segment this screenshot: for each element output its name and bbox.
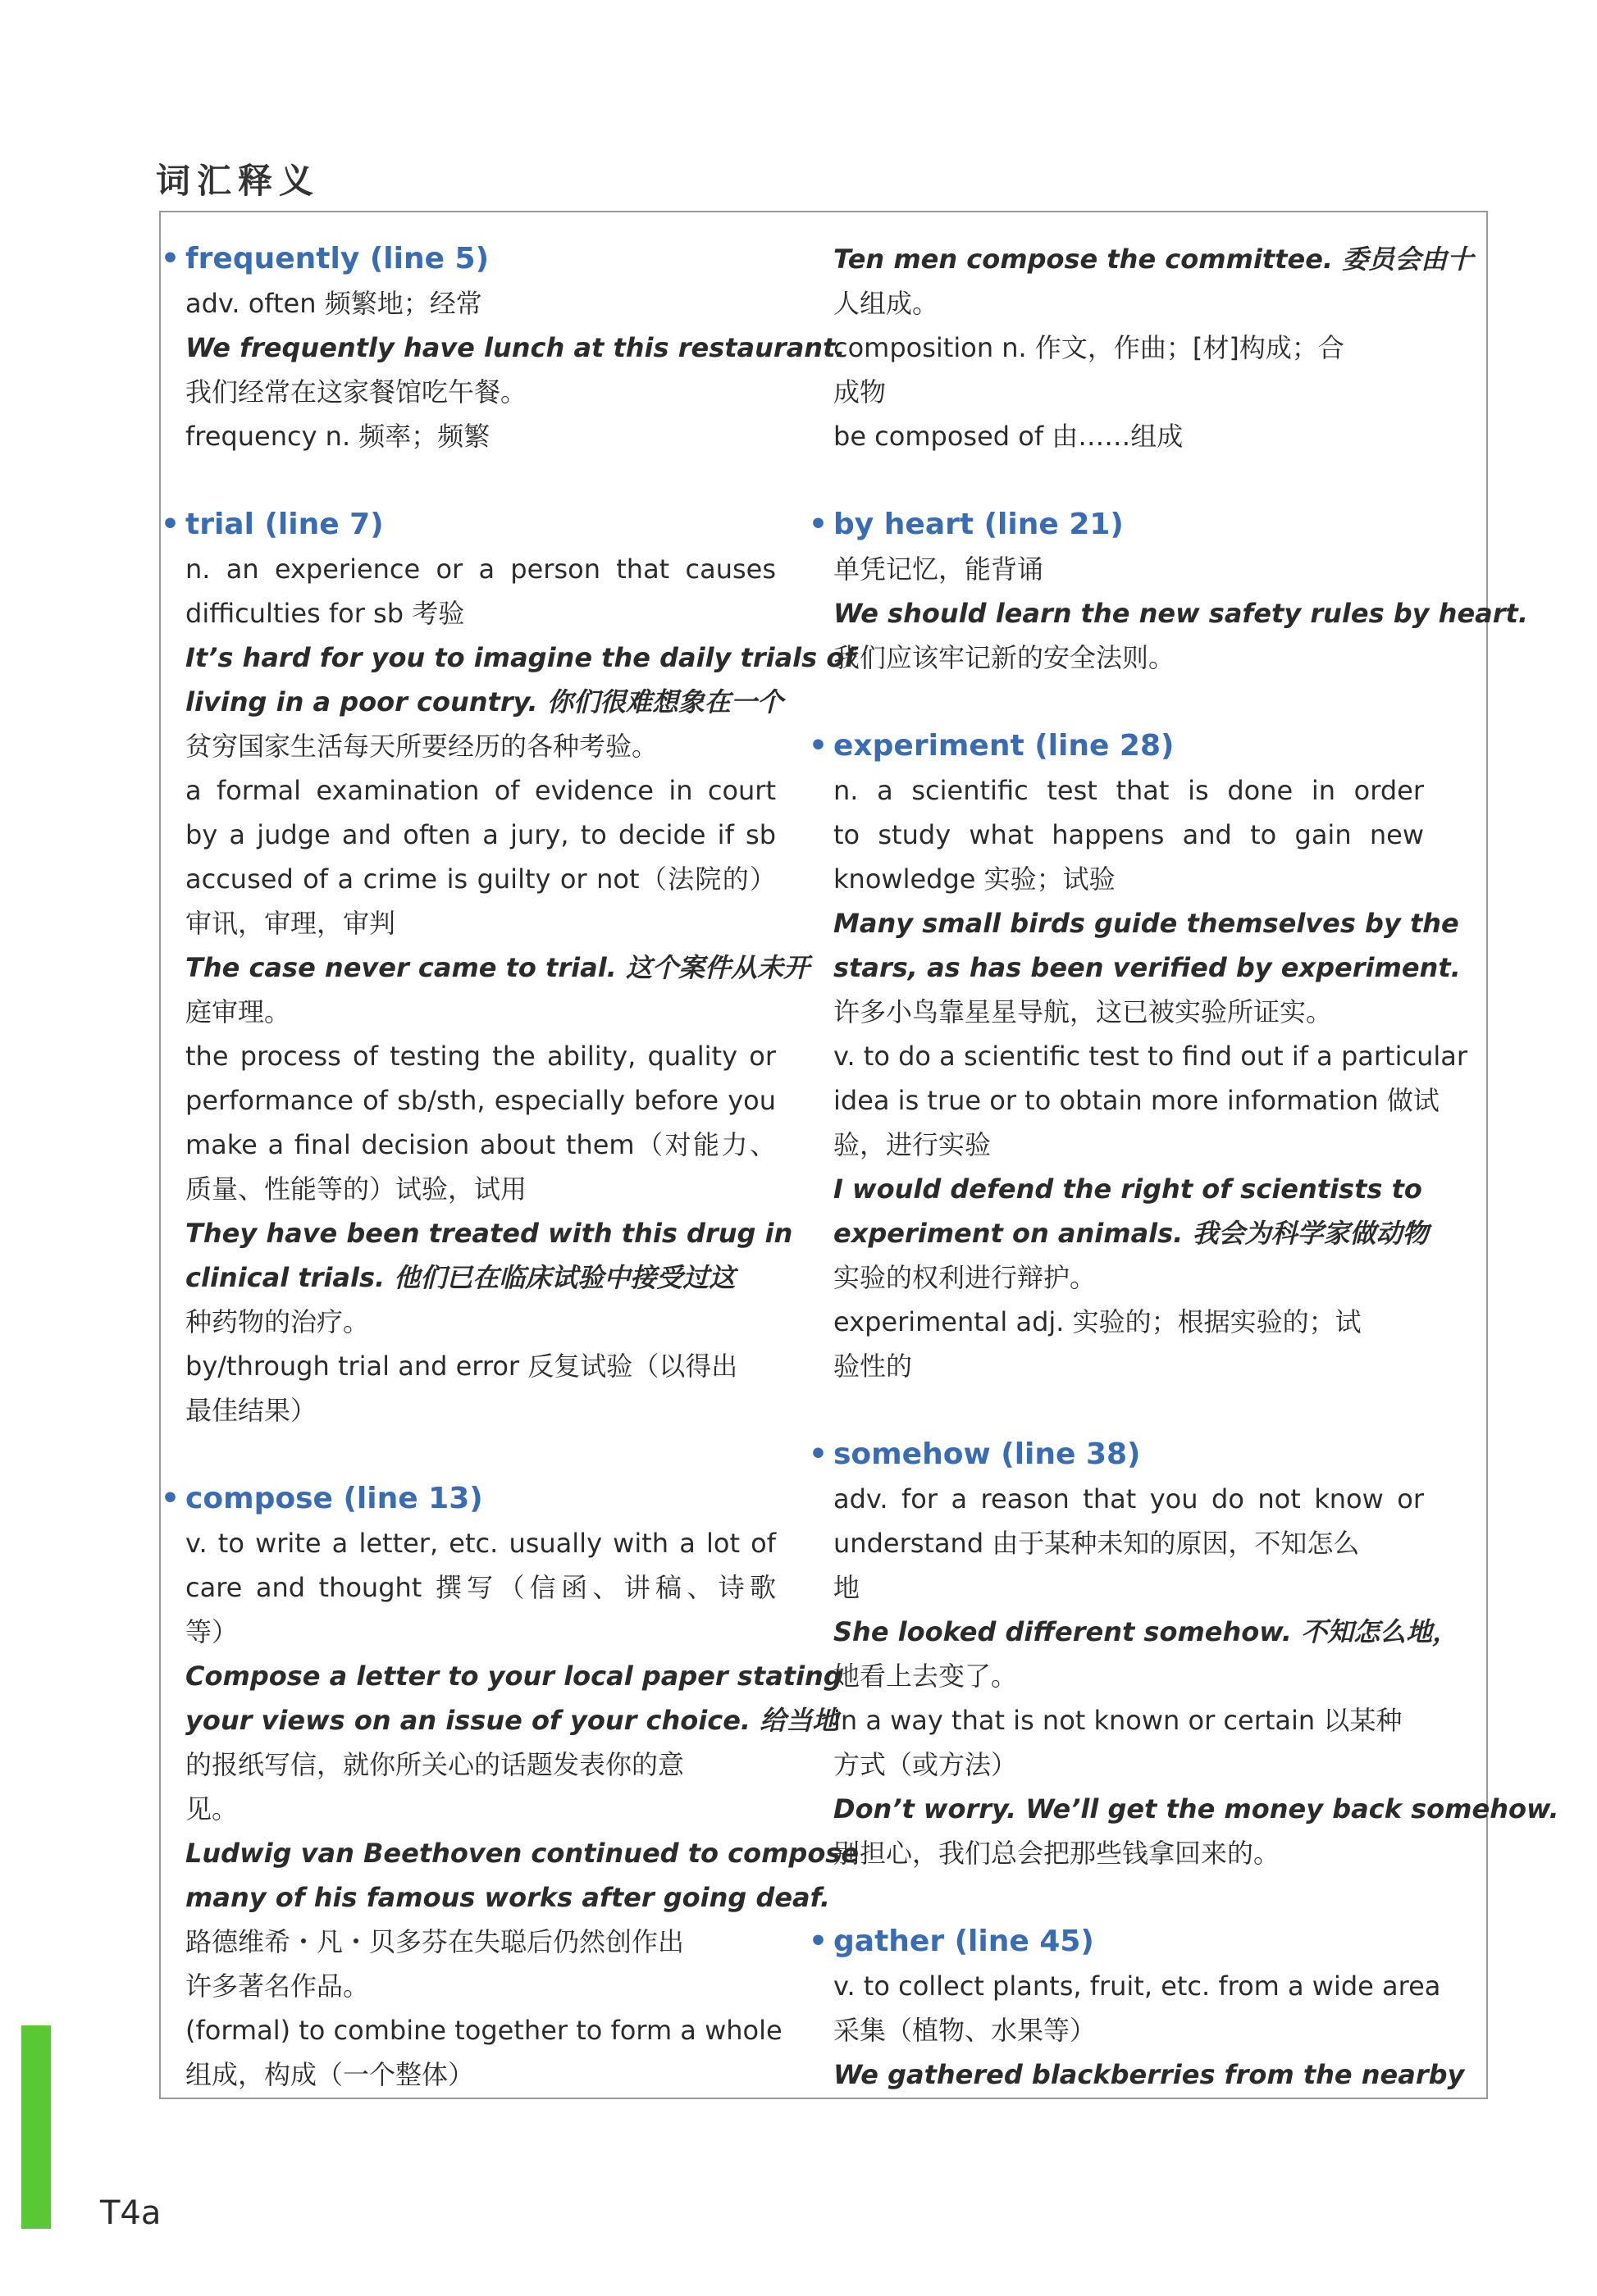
translation-line: 地: [833, 1572, 860, 1603]
translation-line: 许多著名作品。: [185, 1970, 370, 2002]
definition-line: a formal examination of evidence in court: [185, 775, 776, 806]
headword-experiment: • experiment (line 28): [809, 724, 1424, 768]
example-sentence: We should learn the new safety rules by heart.: [833, 598, 1528, 629]
example-sentence: experiment on animals. 我会为科学家做动物: [833, 1218, 1429, 1249]
definition-line: v. to write a letter, etc. usually with a lot of: [185, 1528, 776, 1559]
phrase-line: be composed of 由……组成: [833, 421, 1184, 452]
headword-by-heart: • by heart (line 21): [809, 503, 1424, 547]
example-sentence: living in a poor country. 你们很难想象在一个: [185, 686, 783, 718]
example-sentence: your views on an issue of your choice. 给当地: [185, 1705, 839, 1736]
example-sentence: It’s hard for you to imagine the daily trials of: [185, 642, 856, 673]
definition-line: adv. for a reason that you do not know or: [833, 1483, 1424, 1515]
example-sentence: clinical trials. 他们已在临床试验中接受过这: [185, 1262, 736, 1293]
entry-compose: [161, 1477, 860, 2097]
bullet-icon: •: [809, 1925, 828, 1958]
definition-line: difficulties for sb 考验: [185, 598, 465, 629]
entry-gather: [809, 1920, 1465, 2097]
related-word: composition n. 作文，作曲；[材]构成；合: [833, 332, 1344, 363]
definition-line: n. a scientific test that is done in order: [833, 775, 1424, 806]
translation-line: 见。: [185, 1793, 239, 1824]
translation-line: 她看上去变了。: [833, 1660, 1018, 1692]
bullet-icon: •: [161, 242, 180, 276]
definition-line: in a way that is not known or certain 以某种: [833, 1705, 1403, 1736]
translation-line: 采集（植物、水果等）: [833, 2015, 1097, 2046]
translation-line: 成物: [833, 376, 887, 408]
bullet-icon: •: [809, 508, 828, 541]
entry-compose-continued: [833, 237, 1474, 458]
translation-line: 最佳结果）: [185, 1395, 317, 1426]
definition-line: (formal) to combine together to form a whole: [185, 2015, 783, 2046]
definition-line: the process of testing the ability, quality or: [185, 1041, 776, 1072]
definition-line: v. to do a scientific test to find out if a particular: [833, 1041, 1467, 1072]
definition-line: 单凭记忆，能背诵: [833, 554, 1044, 585]
phrase-line: by/through trial and error 反复试验（以得出: [185, 1351, 738, 1382]
entry-frequently: [161, 237, 846, 458]
translation-line: 我们应该牢记新的安全法则。: [833, 642, 1175, 673]
example-sentence: Don’t worry. We’ll get the money back somehow.: [833, 1793, 1559, 1824]
definition-line: knowledge 实验；试验: [833, 863, 1116, 895]
headword-somehow: • somehow (line 38): [809, 1433, 1424, 1477]
definition-line: care and thought 撰写（信函、讲稿、诗歌: [185, 1572, 776, 1603]
translation-line: 等）: [185, 1616, 239, 1647]
right-column: [809, 237, 1559, 2141]
bullet-icon: •: [809, 1437, 828, 1471]
translation-line: 我们经常在这家餐馆吃午餐。: [185, 376, 527, 408]
translation-line: 人组成。: [833, 288, 939, 319]
translation-line: 实验的权利进行辩护。: [833, 1262, 1097, 1293]
page-heading: 词汇释义: [156, 161, 321, 201]
example-sentence: many of his famous works after going deaf.: [185, 1882, 830, 1913]
entry-experiment: [809, 724, 1467, 1388]
example-sentence: They have been treated with this drug in: [185, 1218, 793, 1249]
definition-line: adv. often 频繁地；经常: [185, 288, 482, 319]
example-sentence: We frequently have lunch at this restaurant.: [185, 332, 846, 363]
translation-line: 庭审理。: [185, 996, 291, 1027]
related-word: experimental adj. 实验的；根据实验的；试: [833, 1306, 1362, 1337]
vocabulary-box: [159, 211, 1559, 2099]
definition-line: idea is true or to obtain more information 做试: [833, 1085, 1440, 1116]
translation-line: 路德维希・凡・贝多芬在失聪后仍然创作出: [185, 1926, 685, 1957]
translation-line: 审讯，审理，审判: [185, 908, 396, 939]
example-sentence: I would defend the right of scientists to: [833, 1173, 1422, 1205]
definition-line: performance of sb/sth, especially before you: [185, 1085, 776, 1116]
translation-line: 许多小鸟靠星星导航，这已被实验所证实。: [833, 996, 1333, 1027]
translation-line: 别担心，我们总会把那些钱拿回来的。: [833, 1838, 1280, 1869]
bullet-icon: •: [161, 1482, 180, 1515]
definition-line: accused of a crime is guilty or not（法院的）: [185, 863, 776, 895]
example-sentence: Compose a letter to your local paper stating: [185, 1660, 842, 1692]
page-number: T4a: [100, 2194, 162, 2232]
entry-by-heart: [809, 503, 1528, 680]
translation-line: 贫穷国家生活每天所要经历的各种考验。: [185, 731, 659, 762]
definition-line: make a final decision about them（对能力、: [185, 1129, 776, 1160]
headword-compose: • compose (line 13): [161, 1477, 776, 1521]
headword-frequently: • frequently (line 5): [161, 237, 776, 281]
headword-trial: • trial (line 7): [161, 503, 776, 547]
related-word: frequency n. 频率；频繁: [185, 421, 491, 452]
side-color-bar: [21, 2025, 51, 2229]
definition-line: n. an experience or a person that causes: [185, 554, 776, 585]
translation-line: 方式（或方法）: [833, 1749, 1018, 1780]
translation-line: 质量、性能等的）试验，试用: [185, 1173, 527, 1205]
definition-line: v. to collect plants, fruit, etc. from a wide area: [833, 1970, 1441, 2002]
definition-line: by a judge and often a jury, to decide if sb: [185, 819, 776, 850]
example-sentence: Ludwig van Beethoven continued to compose: [185, 1838, 860, 1869]
bullet-icon: •: [809, 729, 828, 763]
example-sentence: Many small birds guide themselves by the: [833, 908, 1459, 939]
definition-line: understand 由于某种未知的原因，不知怎么: [833, 1528, 1360, 1559]
translation-line: 种药物的治疗。: [185, 1306, 370, 1337]
example-sentence: The case never came to trial. 这个案件从未开: [185, 952, 810, 983]
bullet-icon: •: [161, 508, 180, 541]
entry-somehow: [809, 1433, 1559, 1875]
translation-line: 验，进行实验: [833, 1129, 992, 1160]
example-sentence: She looked different somehow. 不知怎么地，: [833, 1616, 1459, 1647]
entry-trial: [161, 503, 856, 1433]
example-sentence: We gathered blackberries from the nearby: [833, 2059, 1465, 2090]
headword-gather: • gather (line 45): [809, 1920, 1424, 1964]
definition-line: to study what happens and to gain new: [833, 819, 1424, 850]
translation-line: 的报纸写信，就你所关心的话题发表你的意: [185, 1749, 685, 1780]
example-sentence: stars, as has been verified by experiment.: [833, 952, 1461, 983]
translation-line: 组成，构成（一个整体）: [185, 2059, 475, 2090]
translation-line: 验性的: [833, 1351, 913, 1382]
example-sentence: Ten men compose the committee. 委员会由十: [833, 244, 1474, 275]
